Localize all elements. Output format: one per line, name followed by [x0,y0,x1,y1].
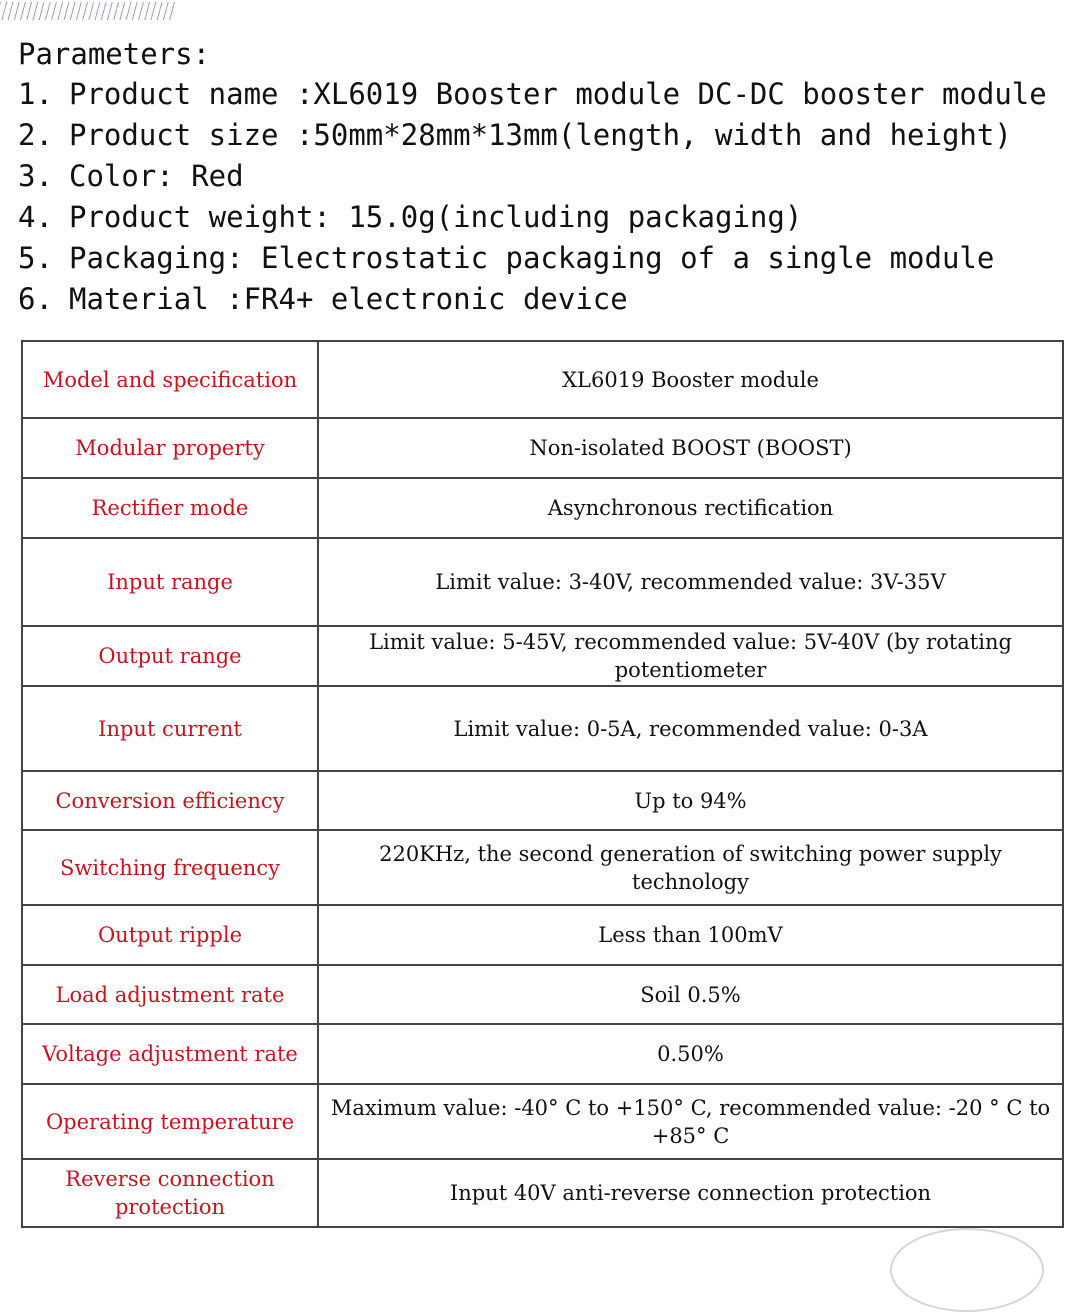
spec-value: Maximum value: -40° C to +150° C, recommended value: -20 ° C to +85° C [318,1084,1063,1159]
spec-label: Voltage adjustment rate [22,1024,318,1084]
parameter-number: 2. [18,118,53,152]
parameter-item [18,115,1068,156]
parameter-item [18,156,1068,197]
parameter-text: Product name :XL6019 Booster module DC-DC booster module [69,77,1047,111]
table-row [22,686,1063,771]
parameter-text: Product weight: 15.0g(including packaging) [69,200,803,234]
parameter-item [18,197,1068,238]
table-row [22,905,1063,965]
spec-label: Model and specification [22,341,318,418]
spec-value: 0.50% [318,1024,1063,1084]
table-row [22,418,1063,478]
spec-value: Soil 0.5% [318,965,1063,1024]
table-row [22,1084,1063,1159]
spec-value: Up to 94% [318,771,1063,830]
decorative-curve [890,1228,1044,1312]
table-row [22,965,1063,1024]
parameter-item [18,279,1068,320]
table-row [22,1024,1063,1084]
spec-value: Input 40V anti-reverse connection protection [318,1159,1063,1227]
decorative-hatch-strip [0,2,175,20]
spec-value: Limit value: 5-45V, recommended value: 5V-40V (by rotating potentiometer [318,626,1063,686]
parameter-text: Packaging: Electrostatic packaging of a single module [69,241,995,275]
spec-value: Non-isolated BOOST (BOOST) [318,418,1063,478]
table-row [22,538,1063,626]
parameter-number: 5. [18,241,53,275]
spec-label: Operating temperature [22,1084,318,1159]
parameter-number: 4. [18,200,53,234]
spec-label: Input current [22,686,318,771]
spec-label: Reverse connection protection [22,1159,318,1227]
parameters-list [18,74,1068,320]
table-row [22,626,1063,686]
table-row [22,1159,1063,1227]
spec-label: Modular property [22,418,318,478]
spec-label: Output ripple [22,905,318,965]
spec-value: 220KHz, the second generation of switching power supply technology [318,830,1063,905]
parameter-text: Color: Red [69,159,244,193]
parameter-text: Material :FR4+ electronic device [69,282,628,316]
parameters-section [18,34,1068,320]
spec-label: Switching frequency [22,830,318,905]
parameters-title: Parameters: [18,37,211,71]
parameter-number: 1. [18,77,53,111]
table-row [22,478,1063,538]
spec-label: Output range [22,626,318,686]
spec-label: Rectifier mode [22,478,318,538]
spec-value: Limit value: 0-5A, recommended value: 0-3A [318,686,1063,771]
specification-table [21,340,1064,1228]
spec-value: XL6019 Booster module [318,341,1063,418]
spec-label: Input range [22,538,318,626]
spec-value: Limit value: 3-40V, recommended value: 3V-35V [318,538,1063,626]
table-row [22,341,1063,418]
spec-label: Load adjustment rate [22,965,318,1024]
parameter-text: Product size :50mm*28mm*13mm(length, width and height) [69,118,1012,152]
spec-value: Less than 100mV [318,905,1063,965]
spec-value: Asynchronous rectification [318,478,1063,538]
table-row [22,771,1063,830]
table-row [22,830,1063,905]
parameter-number: 3. [18,159,53,193]
spec-label: Conversion efficiency [22,771,318,830]
parameter-item [18,74,1068,115]
parameter-number: 6. [18,282,53,316]
parameter-item [18,238,1068,279]
